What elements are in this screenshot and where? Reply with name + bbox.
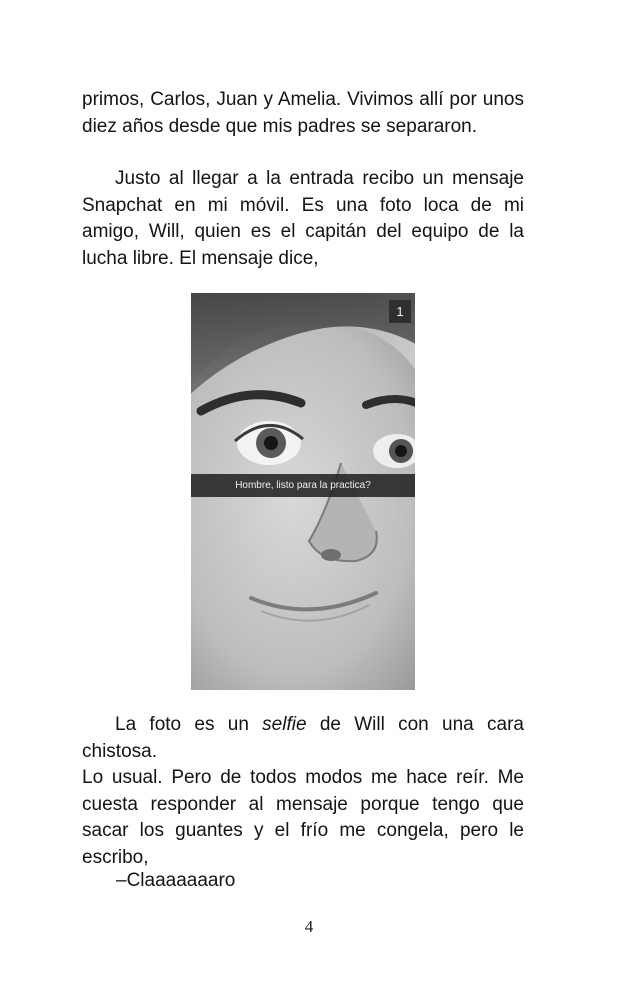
text-line: amigo, Will, quien es el capitán del equipo de la: [82, 221, 524, 242]
text-line: Justo al llegar a la entrada recibo un mensaje: [115, 168, 524, 189]
paragraph-3: [82, 712, 524, 871]
text-line: Snapchat en mi móvil. Es una foto loca de mi: [82, 194, 524, 216]
dialogue-line: –Claaaaaaaro: [116, 870, 236, 891]
italic-word: selfie: [262, 714, 307, 735]
text-line: primos, Carlos, Juan y Amelia. Vivimos allí por unos: [82, 89, 524, 110]
text-line: sacar los guantes y el frío me congela, pero le: [82, 820, 524, 841]
snap-timer-counter: 1: [389, 300, 411, 323]
text-run: de Will con una cara chistosa.: [82, 714, 524, 762]
text-line: Lo usual. Pero de todos modos me hace reír. Me: [82, 767, 524, 788]
text-line: lucha libre. El mensaje dice,: [82, 247, 319, 269]
text-line: cuesta responder al mensaje porque tengo que: [82, 793, 524, 815]
paragraph-1: [82, 87, 524, 140]
text-line: diez años desde que mis padres se separaron.: [82, 115, 478, 137]
paragraph-2: [82, 166, 524, 272]
snap-caption: Hombre, listo para la practica?: [191, 474, 415, 497]
text-run: La foto es un: [115, 714, 263, 735]
text-line: escribo,: [82, 846, 149, 868]
snapchat-selfie-photo: [191, 293, 415, 690]
text-line: [82, 712, 524, 765]
page-number: 4: [304, 917, 314, 936]
